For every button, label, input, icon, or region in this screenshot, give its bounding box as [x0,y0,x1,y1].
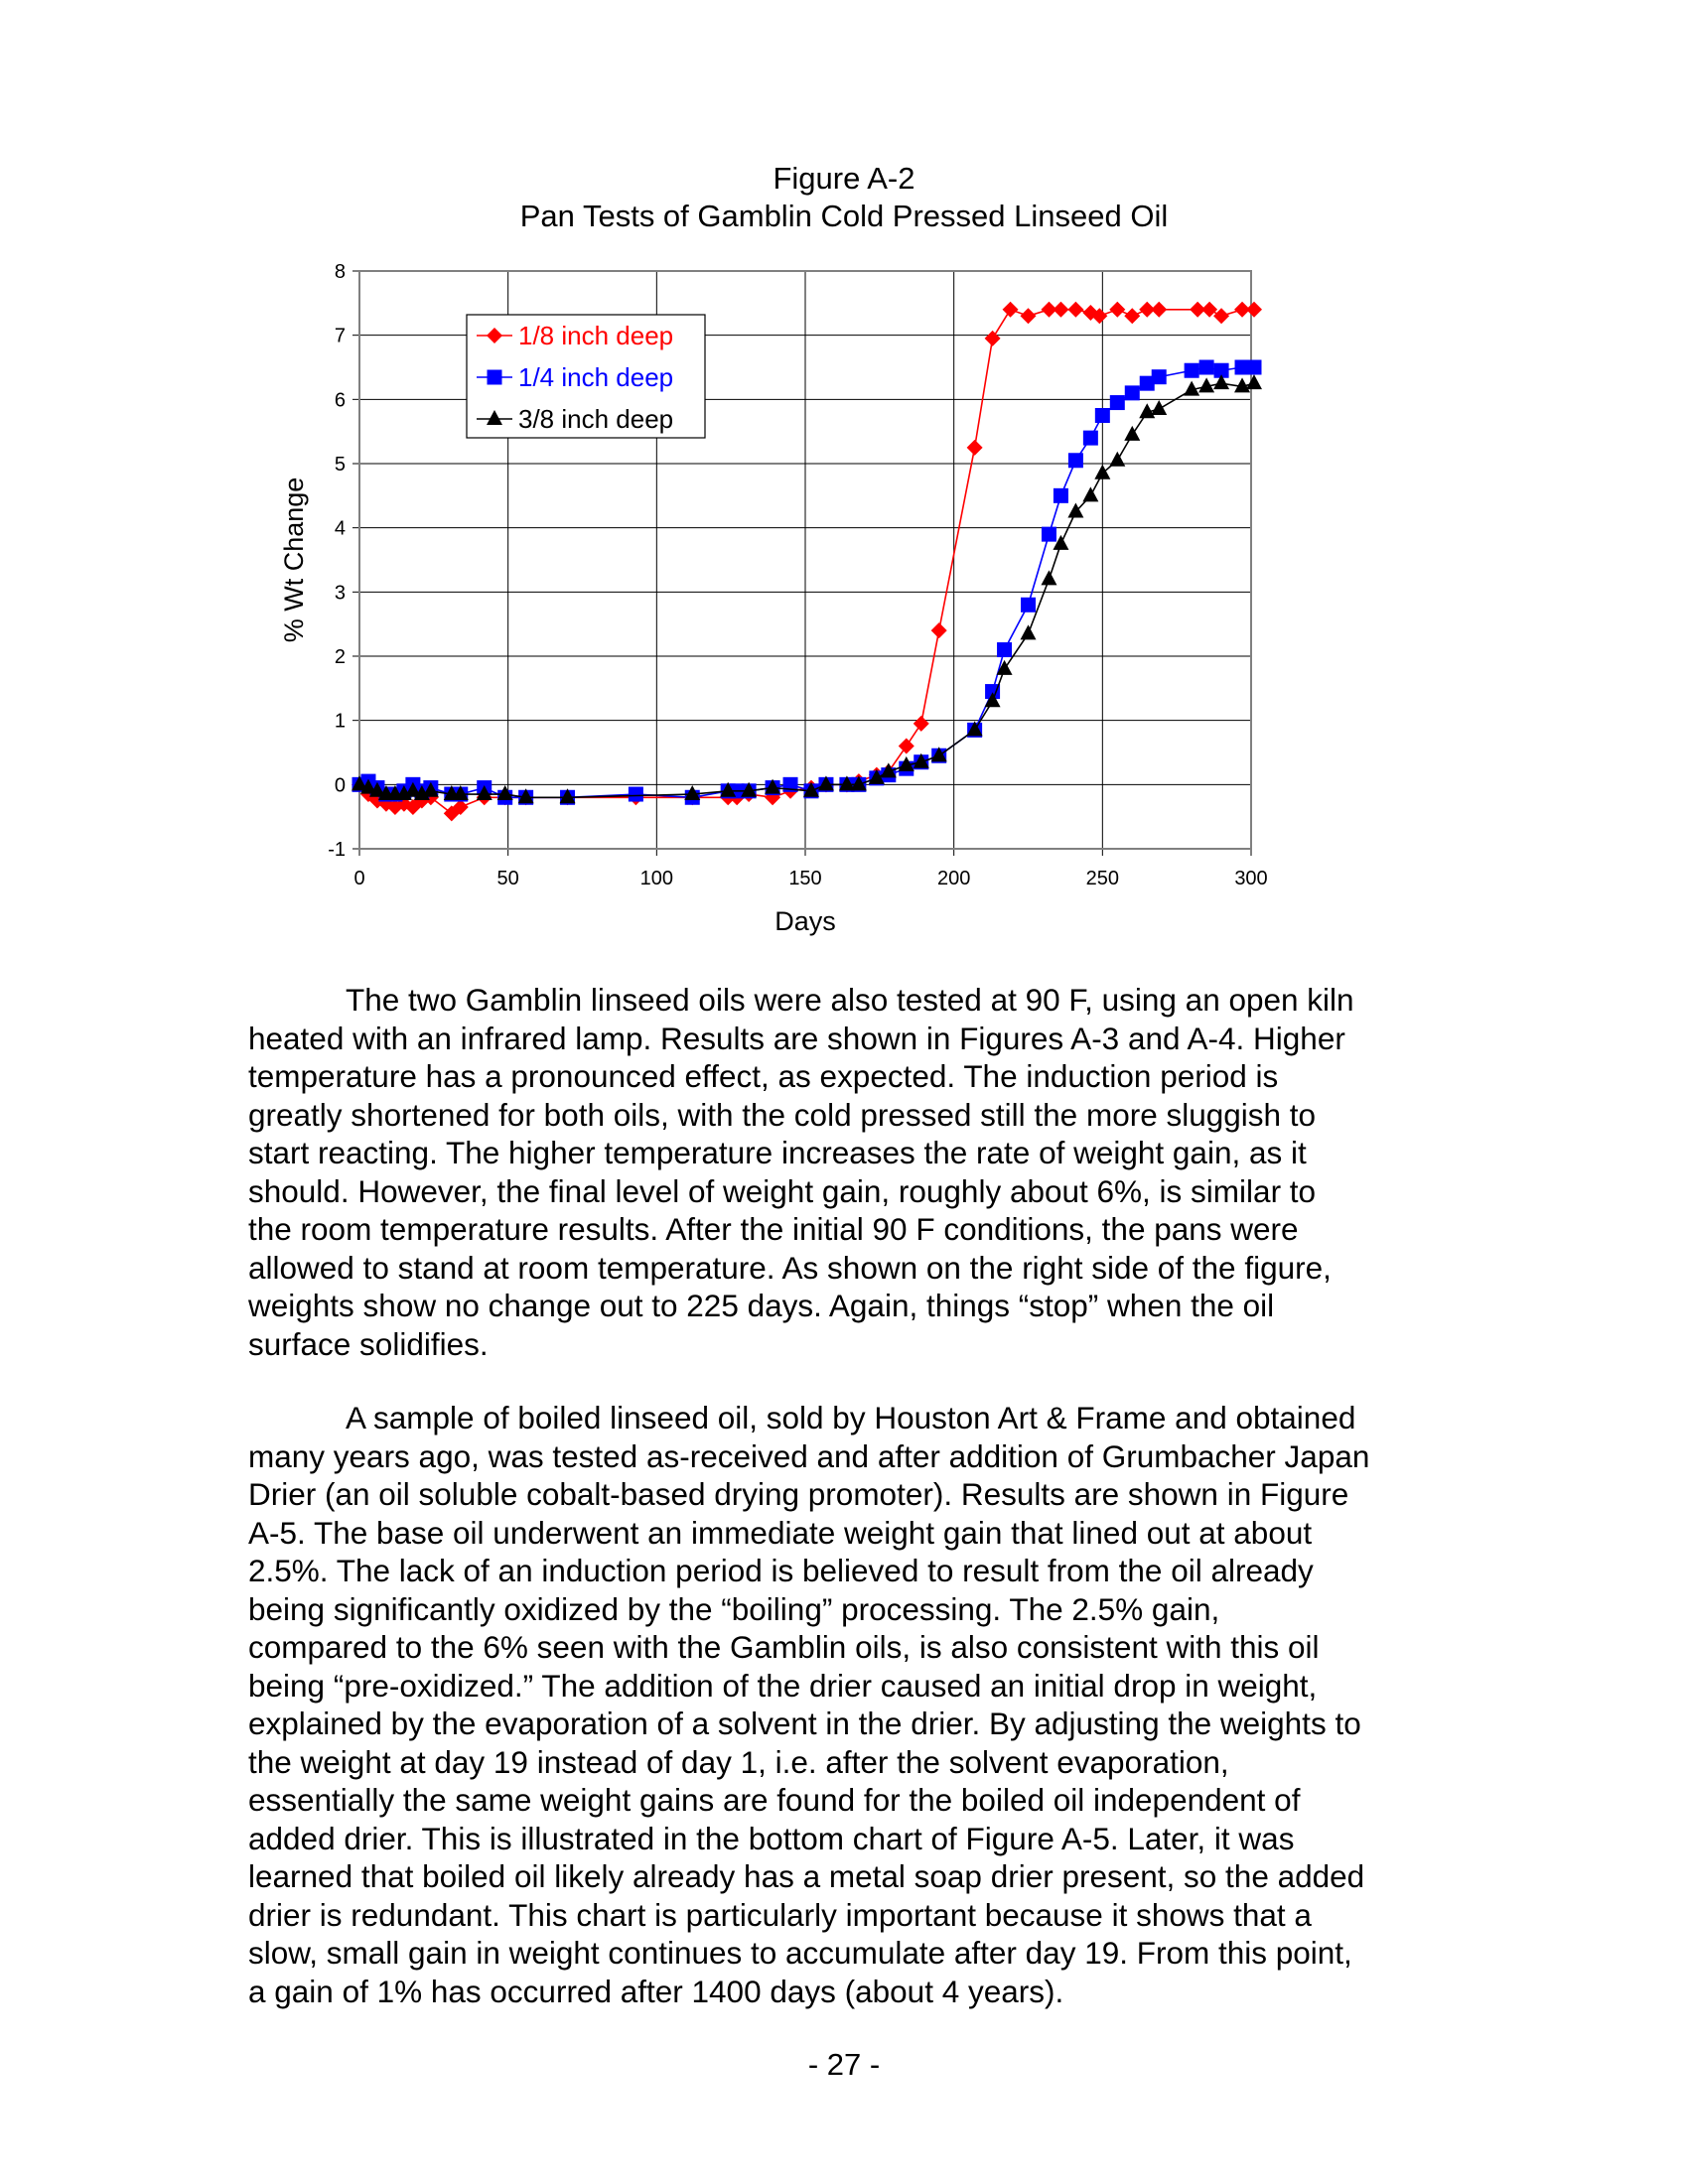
paragraph-line: compared to the 6% seen with the Gamblin oils, is also consistent with this oil [248,1629,1320,1665]
chart-legend [467,315,705,438]
paragraph-line: The two Gamblin linseed oils were also tested at 90 F, using an open kiln [346,982,1354,1018]
y-tick-label: 8 [334,261,346,283]
data-point [1246,302,1262,318]
page-number: - 27 - [807,2047,881,2082]
paragraph-line: slow, small gain in weight continues to accumulate after day 19. From this point, [248,1935,1352,1971]
x-tick-label: 0 [353,868,365,889]
y-axis-label: % Wt Change [279,477,309,643]
paragraph-line: heated with an infrared lamp. Results are shown in Figures A-3 and A-4. Higher [248,1020,1345,1056]
y-tick-label: 4 [334,517,346,540]
data-point [1124,308,1140,324]
legend-label: 1/8 inch deep [518,321,674,350]
data-point [1094,465,1110,479]
data-point [1021,308,1037,324]
data-point [1041,570,1056,585]
data-point [1067,302,1083,318]
data-point [914,716,929,732]
paragraph-2 [248,1399,1470,2010]
data-point [1185,363,1199,378]
y-tick-label: 2 [334,646,346,668]
data-point [1068,453,1083,468]
x-tick-label: 200 [936,868,971,889]
paragraph-line: weights show no change out to 225 days. Again, things “stop” when the oil [248,1288,1275,1323]
data-point [1021,598,1036,613]
paragraph-line: drier is redundant. This chart is particularly important because it shows that a [248,1896,1312,1933]
data-point [1151,302,1167,318]
data-point [629,787,643,802]
legend-label: 3/8 inch deep [518,404,674,434]
paragraph-line: A-5. The base oil underwent an immediate weight gain that lined out at about [248,1514,1313,1551]
data-point [1124,426,1140,441]
data-point [1152,369,1167,384]
x-tick-label: 150 [788,868,822,889]
data-point [1083,431,1098,446]
chart-axes [279,261,1268,936]
y-tick-label: 1 [334,710,346,733]
paragraph-line: explained by the evaporation of a solvent in the drier. By adjusting the weights to [248,1706,1361,1741]
figure-title: Pan Tests of Gamblin Cold Pressed Linseed Oil [519,199,1169,233]
x-tick-label: 50 [496,868,519,889]
data-point [1053,302,1068,318]
data-point [985,331,1001,346]
data-point [997,642,1012,657]
data-point [1021,624,1037,639]
y-tick-label: 0 [334,774,346,797]
paragraph-line: a gain of 1% has occurred after 1400 days (about 4 years). [248,1973,1064,2009]
x-tick-label: 300 [1234,868,1268,889]
x-axis-label: Days [774,906,836,936]
paragraph-line: the weight at day 19 instead of day 1, i.e. after the solvent evaporation, [248,1743,1229,1780]
data-point [1151,400,1167,415]
data-point [931,622,947,638]
weight-change-chart [258,253,1311,948]
legend-marker [488,370,502,385]
paragraph-line: surface solidifies. [248,1325,489,1362]
x-tick-label: 100 [639,868,674,889]
paragraph-line: being “pre-oxidized.” The addition of the drier caused an initial drop in weight, [248,1667,1318,1704]
data-point [1054,488,1068,503]
paragraph-line: greatly shortened for both oils, with the cold pressed still the more sluggish to [248,1096,1317,1133]
paragraph-line: added drier. This is illustrated in the bottom chart of Figure A-5. Later, it was [248,1820,1295,1856]
data-point [1082,486,1098,501]
paragraph-line: allowed to stand at room temperature. As shown on the right side of the figure, [248,1249,1332,1286]
data-point [1095,408,1110,423]
paragraph-line: A sample of boiled linseed oil, sold by Houston Art & Frame and obtained [346,1400,1356,1435]
paragraph-line: should. However, the final level of weight gain, roughly about 6%, is similar to [248,1172,1317,1209]
paragraph-line: being significantly oxidized by the “boiling” processing. The 2.5% gain, [248,1590,1220,1627]
paragraph-line: learned that boiled oil likely already has a metal soap drier present, so the added [248,1858,1365,1894]
y-tick-label: 3 [334,582,346,605]
data-point [1246,360,1261,375]
y-tick-label: 5 [334,454,346,476]
y-tick-label: -1 [328,839,346,861]
x-tick-label: 250 [1085,868,1120,889]
y-tick-label: 6 [334,389,346,412]
data-point [1042,527,1056,542]
paragraph-line: Drier (an oil soluble cobalt-based drying promoter). Results are shown in Figure [248,1476,1349,1512]
paragraph-line: temperature has a pronounced effect, as expected. The induction period is [248,1058,1279,1094]
data-point [1110,395,1125,410]
data-point [899,739,914,754]
data-point [1246,374,1262,389]
figure-number: Figure A-2 [773,161,915,196]
data-point [1199,360,1214,375]
legend-label: 1/4 inch deep [518,362,674,392]
y-tick-label: 7 [334,325,346,347]
data-point [967,440,983,456]
data-point [1109,452,1125,467]
paragraph-line: the room temperature results. After the initial 90 F conditions, the pans were [248,1211,1299,1247]
paragraph-line: start reacting. The higher temperature increases the rate of weight gain, as it [248,1135,1307,1170]
series-3 [352,374,1262,803]
data-point [1109,302,1125,318]
paragraph-line: essentially the same weight gains are found for the boiled oil independent of [248,1782,1301,1818]
paragraph-line: 2.5%. The lack of an induction period is believed to result from the oil already [248,1553,1314,1588]
data-point [1003,302,1019,318]
paragraph-1 [248,981,1470,1363]
series-line [359,383,1254,797]
paragraph-line: many years ago, was tested as-received and after addition of Grumbacher Japan [248,1437,1370,1474]
data-point [1125,385,1140,400]
